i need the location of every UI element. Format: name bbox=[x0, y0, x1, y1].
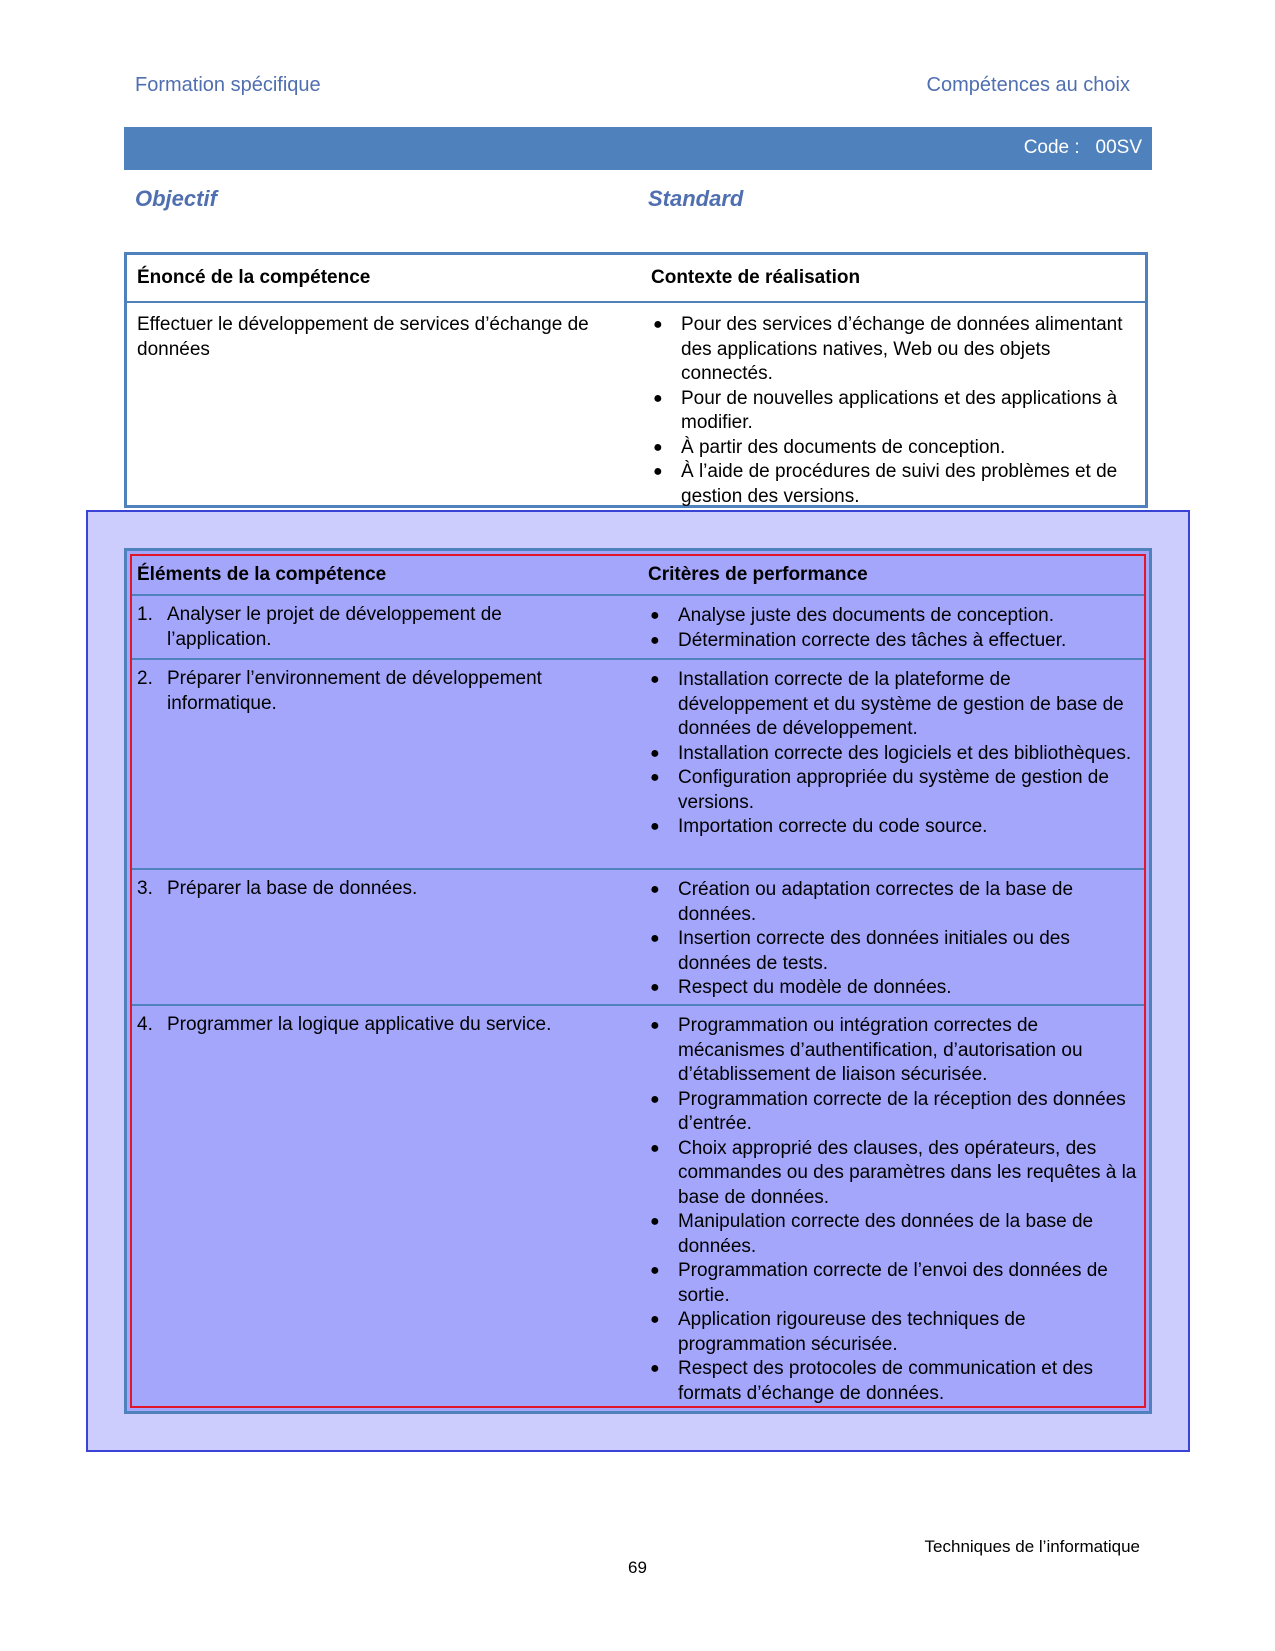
bullet-icon: ● bbox=[653, 389, 663, 407]
bullet-icon: ● bbox=[650, 769, 660, 786]
list-item bbox=[651, 387, 1141, 436]
list-item bbox=[648, 604, 1138, 629]
objectif-heading: Objectif bbox=[135, 186, 217, 211]
bullet-icon: ● bbox=[650, 1139, 660, 1157]
list-item bbox=[648, 742, 1138, 767]
list-item bbox=[648, 668, 1138, 742]
criteria-list bbox=[648, 668, 1138, 840]
contexte-column-header: Contexte de réalisation bbox=[651, 267, 861, 288]
list-item bbox=[648, 766, 1138, 815]
criterion-text: Respect du modèle de données. bbox=[678, 977, 952, 998]
bullet-icon: ● bbox=[650, 607, 660, 624]
elements-column-header: Éléments de la compétence bbox=[137, 564, 387, 585]
bullet-icon: ● bbox=[650, 1090, 660, 1108]
bullet-icon: ● bbox=[653, 316, 663, 333]
contexte-item: Pour de nouvelles applications et des applications à modifier. bbox=[681, 387, 1118, 433]
contexte-item: À partir des documents de conception. bbox=[681, 436, 1006, 458]
criterion-text: Application rigoureuse des techniques de programmation sécurisée. bbox=[678, 1309, 1026, 1355]
contexte-item: Pour des services d’échange de données alimentant des applications natives, Web ou des objets connectés. bbox=[681, 314, 1123, 384]
bullet-icon: ● bbox=[650, 671, 660, 688]
element-number: 4. bbox=[137, 1014, 153, 1035]
standard-heading: Standard bbox=[648, 186, 744, 211]
page-number: 69 bbox=[628, 1558, 647, 1577]
criterion-text: Analyse juste des documents de conception. bbox=[678, 605, 1055, 626]
criteria-cell bbox=[648, 1014, 1138, 1406]
element-text: Programmer la logique applicative du service. bbox=[167, 1014, 552, 1035]
criteria-cell bbox=[648, 878, 1138, 1001]
bullet-icon: ● bbox=[650, 1213, 660, 1230]
bullet-icon: ● bbox=[650, 818, 660, 835]
bullet-icon: ● bbox=[650, 1311, 660, 1328]
header-left-title: Formation spécifique bbox=[135, 74, 321, 96]
list-item bbox=[651, 460, 1141, 509]
criterion-text: Insertion correcte des données initiales ou des données de tests. bbox=[678, 928, 1070, 974]
bullet-icon: ● bbox=[650, 631, 660, 649]
element-number: 3. bbox=[137, 878, 153, 899]
element-text: Analyser le projet de développement de l’application. bbox=[167, 604, 502, 650]
contexte-item: À l’aide de procédures de suivi des problèmes et de gestion des versions. bbox=[681, 461, 1118, 507]
bullet-icon: ● bbox=[650, 1262, 660, 1279]
criteria-cell bbox=[648, 604, 1138, 653]
list-item bbox=[651, 436, 1141, 461]
list-item bbox=[651, 313, 1141, 387]
criterion-text: Détermination correcte des tâches à effectuer. bbox=[678, 629, 1067, 651]
criterion-text: Configuration appropriée du système de gestion de versions. bbox=[678, 767, 1109, 813]
bullet-icon: ● bbox=[650, 744, 660, 762]
criterion-text: Manipulation correcte des données de la base de données. bbox=[678, 1211, 1094, 1257]
criterion-text: Importation correcte du code source. bbox=[678, 816, 988, 837]
element-number: 2. bbox=[137, 668, 153, 689]
list-item bbox=[648, 1357, 1138, 1406]
criterion-text: Installation correcte des logiciels et des bibliothèques. bbox=[678, 742, 1132, 764]
criterion-text: Programmation ou intégration correctes de mécanismes d’authentification, d’autorisation ou d’établissement de liaison sécurisée. bbox=[678, 1015, 1083, 1085]
elements-table-header bbox=[132, 556, 1144, 596]
bullet-icon: ● bbox=[650, 881, 660, 898]
element-text: Préparer la base de données. bbox=[167, 878, 418, 899]
code-band bbox=[124, 127, 1152, 170]
table-row bbox=[132, 1006, 1144, 1406]
list-item bbox=[648, 815, 1138, 840]
elements-table bbox=[124, 548, 1152, 1414]
criterion-text: Programmation correcte de l’envoi des données de sortie. bbox=[678, 1260, 1108, 1306]
list-item bbox=[648, 1088, 1138, 1137]
bullet-icon: ● bbox=[650, 979, 660, 996]
header-right-title: Compétences au choix bbox=[926, 74, 1130, 96]
bullet-icon: ● bbox=[650, 1017, 660, 1034]
table-row bbox=[132, 596, 1144, 660]
list-item bbox=[648, 1308, 1138, 1357]
list-item bbox=[648, 1259, 1138, 1308]
enonce-table bbox=[124, 252, 1148, 508]
list-item bbox=[648, 1210, 1138, 1259]
contexte-list-container bbox=[651, 313, 1141, 509]
criterion-text: Choix approprié des clauses, des opérateurs, des commandes ou des paramètres dans les requêtes à la base de données. bbox=[678, 1137, 1137, 1208]
table-row bbox=[132, 660, 1144, 870]
criterion-text: Création ou adaptation correctes de la base de données. bbox=[678, 879, 1074, 925]
criteria-cell bbox=[648, 668, 1138, 840]
list-item bbox=[648, 629, 1138, 654]
criteria-list bbox=[648, 878, 1138, 1001]
criteria-list bbox=[648, 1014, 1138, 1406]
list-item bbox=[648, 1137, 1138, 1211]
list-item bbox=[648, 878, 1138, 927]
element-text: Préparer l’environnement de développement informatique. bbox=[167, 668, 542, 714]
table-row bbox=[132, 870, 1144, 1006]
bullet-icon: ● bbox=[653, 438, 663, 456]
criteria-column-header: Critères de performance bbox=[648, 564, 868, 585]
competency-code: Code : 00SV bbox=[1023, 137, 1142, 158]
enonce-text: Effectuer le développement de services d’échange de données bbox=[137, 314, 589, 360]
footer-program-name: Techniques de l’informatique bbox=[924, 1537, 1140, 1556]
criterion-text: Installation correcte de la plateforme de développement et du système de gestion de base de données de développement. bbox=[678, 669, 1124, 739]
list-item bbox=[648, 927, 1138, 976]
criterion-text: Respect des protocoles de communication et des formats d’échange de données. bbox=[678, 1358, 1094, 1404]
enonce-table-header bbox=[127, 255, 1145, 303]
element-number: 1. bbox=[137, 604, 153, 625]
bullet-icon: ● bbox=[650, 930, 660, 947]
elements-table-frame bbox=[130, 554, 1146, 1408]
criteria-list bbox=[648, 604, 1138, 653]
bullet-icon: ● bbox=[650, 1360, 660, 1377]
enonce-column-header: Énoncé de la compétence bbox=[137, 267, 371, 288]
list-item bbox=[648, 976, 1138, 1001]
criterion-text: Programmation correcte de la réception des données d’entrée. bbox=[678, 1088, 1126, 1134]
list-item bbox=[648, 1014, 1138, 1088]
contexte-list bbox=[651, 313, 1141, 509]
bullet-icon: ● bbox=[653, 463, 663, 480]
